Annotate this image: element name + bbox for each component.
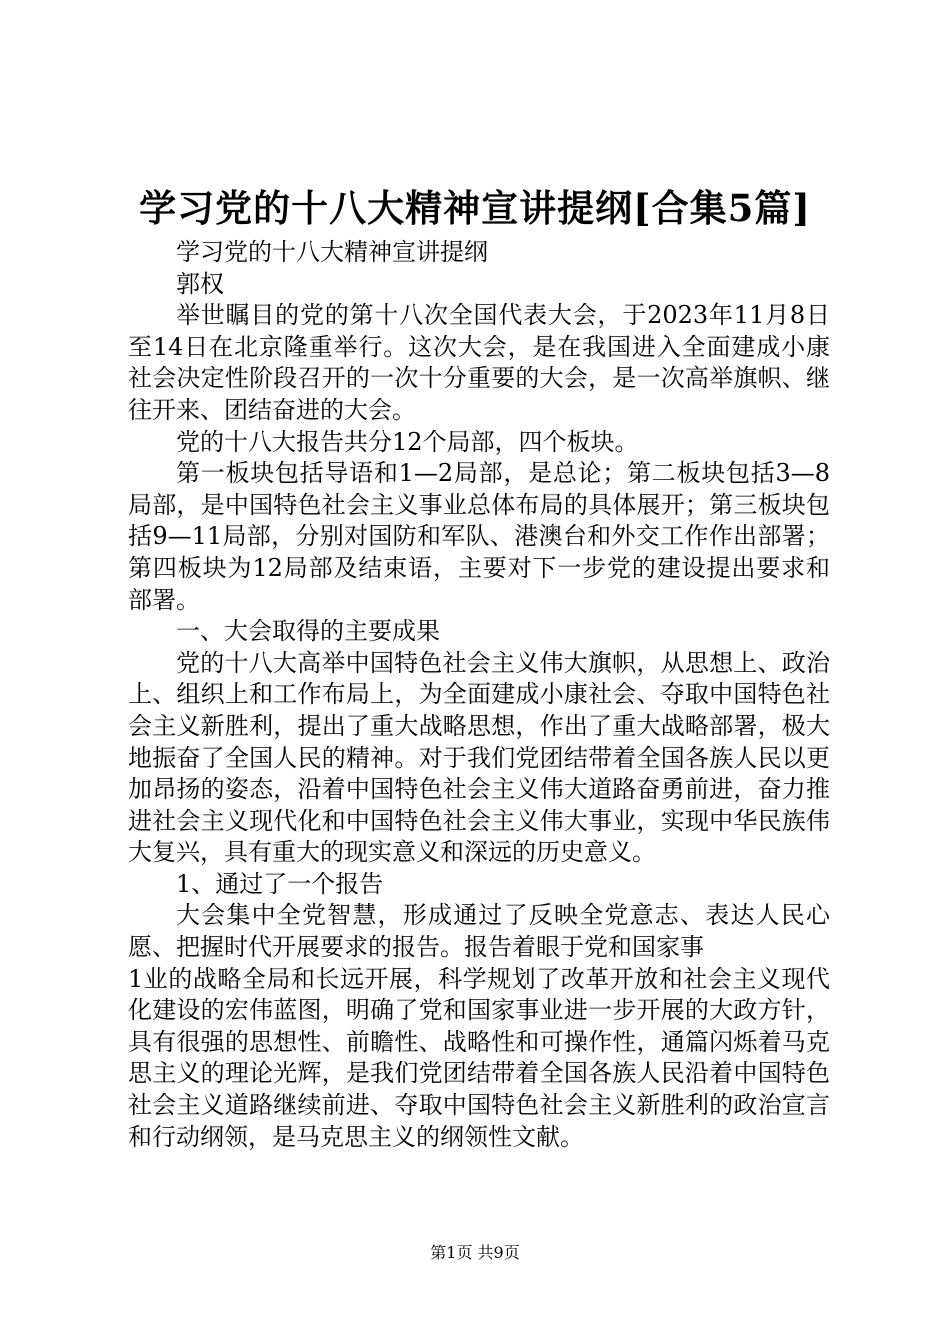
paragraph: 第一板块包括导语和1—2局部，是总论；第二板块包括3—8局部，是中国特色社会主义事业总体布局的具体展开；第三板块包括9—11局部，分别对国防和军队、港澳台和外交工作作出部署；第四板块为12局部及结束语，主要对下一步党的建设提出要求和部署。 <box>128 459 830 614</box>
document-title: 学习党的十八大精神宣讲提纲[合集5篇] <box>139 186 811 230</box>
paragraph: 举世瞩目的党的第十八次全国代表大会，于2023年11月8日至14日在北京隆重举行。这次大会，是在我国进入全面建成小康社会决定性阶段召开的一次十分重要的大会，是一次高举旗帜、继往开来、团结奋进的大会。 <box>128 301 830 424</box>
subsection-heading: 1、通过了一个报告 <box>176 869 384 898</box>
paragraph: 大会集中全党智慧，形成通过了反映全党意志、表达人民心愿、把握时代开展要求的报告。报告着眼于党和国家事 <box>128 901 830 962</box>
paragraph-subtitle: 学习党的十八大精神宣讲提纲 <box>176 238 488 266</box>
paragraph: 党的十八大报告共分12个局部，四个板块。 <box>176 427 639 456</box>
document-body <box>128 237 830 1153</box>
paragraph-author: 郭权 <box>176 269 224 298</box>
page-footer: 第1页 共9页 <box>430 1243 520 1262</box>
paragraph: 1业的战略全局和长远开展，科学规划了改革开放和社会主义现代化建设的宏伟蓝图，明确了党和国家事业进一步开展的大政方针，具有很强的思想性、前瞻性、战略性和可操作性，通篇闪烁着马克思主义的理论光辉，是我们党团结带着全国各族人民沿着中国特色社会主义道路继续前进、夺取中国特色社会主义新胜利的政治宣言和行动纲领，是马克思主义的纲领性文献。 <box>128 964 830 1151</box>
paragraph: 党的十八大高举中国特色社会主义伟大旗帜，从思想上、政治上、组织上和工作布局上，为全面建成小康社会、夺取中国特色社会主义新胜利，提出了重大战略思想，作出了重大战略部署，极大地振奋了全国人民的精神。对于我们党团结带着全国各族人民以更加昂扬的姿态，沿着中国特色社会主义伟大道路奋勇前进，奋力推进社会主义现代化和中国特色社会主义伟大事业，实现中华民族伟大复兴，具有重大的现实意义和深远的历史意义。 <box>128 648 830 867</box>
section-heading: 一、大会取得的主要成果 <box>176 617 440 646</box>
